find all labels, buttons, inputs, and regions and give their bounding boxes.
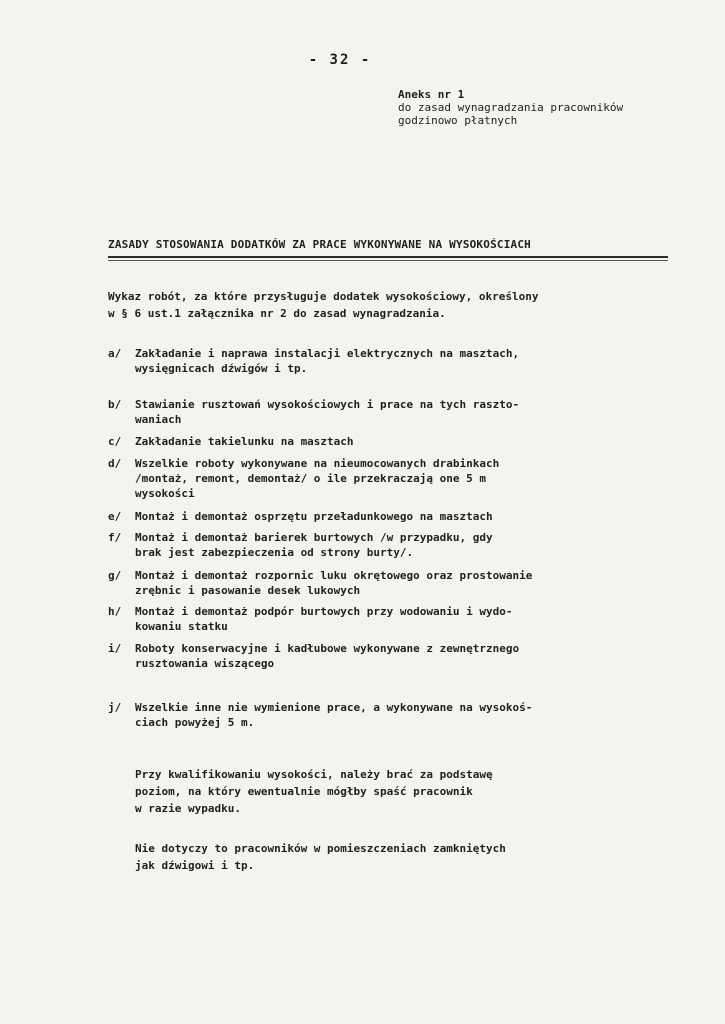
item-label: a/ [108,347,122,360]
intro-line-2: w § 6 ust.1 załącznika nr 2 do zasad wynagradzania. [108,307,446,320]
item-line: Wszelkie roboty wykonywane na nieumocowanych drabinkach [135,457,500,470]
item-label: h/ [108,605,122,618]
item-line: Wszelkie inne nie wymienione prace, a wykonywane na wysokoś- [135,701,533,714]
item-text [135,509,695,524]
item-line: ciach powyżej 5 m. [135,716,255,729]
item-line: Roboty konserwacyjne i kadłubowe wykonywane z zewnętrznego [135,642,520,655]
annex-line-3: godzinowo płatnych [398,114,518,127]
item-line: /montaż, remont, demontaż/ o ile przekraczają one 5 m [135,472,486,485]
item-line: kowaniu statku [135,620,228,633]
item-line: rusztowania wiszącego [135,657,275,670]
item-label: j/ [108,701,122,714]
item-label: g/ [108,569,122,582]
document-title: ZASADY STOSOWANIA DODATKÓW ZA PRACE WYKONYWANE NA WYSOKOŚCIACH [108,238,531,251]
item-text [135,641,695,671]
item-text [135,456,695,501]
item-label: c/ [108,435,122,448]
item-text [135,700,695,730]
note-paragraph-2 [135,840,506,874]
item-line: Zakładanie i naprawa instalacji elektrycznych na masztach, [135,347,520,360]
item-label: e/ [108,510,122,523]
item-text [135,604,695,634]
item-text [135,346,695,376]
item-line: Montaż i demontaż rozpornic luku okrętowego oraz prostowanie [135,569,533,582]
item-text [135,397,695,427]
annex-line-2: do zasad wynagradzania pracowników [398,101,624,114]
item-label: f/ [108,531,122,544]
item-label: i/ [108,642,122,655]
note-line: Przy kwalifikowaniu wysokości, należy brać za podstawę [135,768,493,781]
item-label: d/ [108,457,122,470]
item-line: Zakładanie takielunku na masztach [135,435,354,448]
item-line: waniach [135,413,182,426]
title-underline [108,256,668,258]
note-line: Nie dotyczy to pracowników w pomieszczeniach zamkniętych [135,842,506,855]
title-underline-thin [108,260,668,261]
intro-line-1: Wykaz robót, za które przysługuje dodatek wysokościowy, określony [108,290,539,303]
item-line: Montaż i demontaż osprzętu przeładunkowego na masztach [135,510,493,523]
item-line: Montaż i demontaż barierek burtowych /w przypadku, gdy [135,531,493,544]
item-line: brak jest zabezpieczenia od strony burty/. [135,546,414,559]
intro-paragraph [108,288,538,322]
item-text [135,530,695,560]
item-line: wysięgnicach dźwigów i tp. [135,362,308,375]
item-line: zrębnic i pasowanie desek lukowych [135,584,361,597]
item-line: Stawianie rusztowań wysokościowych i prace na tych raszto- [135,398,520,411]
note-line: w razie wypadku. [135,802,241,815]
annex-line-1: Aneks nr 1 [398,88,465,101]
item-text [135,568,695,598]
note-paragraph-1 [135,766,493,817]
item-line: Montaż i demontaż podpór burtowych przy wodowaniu i wydo- [135,605,513,618]
item-text [135,434,695,449]
item-label: b/ [108,398,122,411]
page-number: - 32 - [308,52,372,68]
note-line: poziom, na który ewentualnie mógłby spaść pracownik [135,785,473,798]
note-line: jak dźwigowi i tp. [135,859,255,872]
item-line: wysokości [135,487,195,500]
annex-header [398,88,623,127]
